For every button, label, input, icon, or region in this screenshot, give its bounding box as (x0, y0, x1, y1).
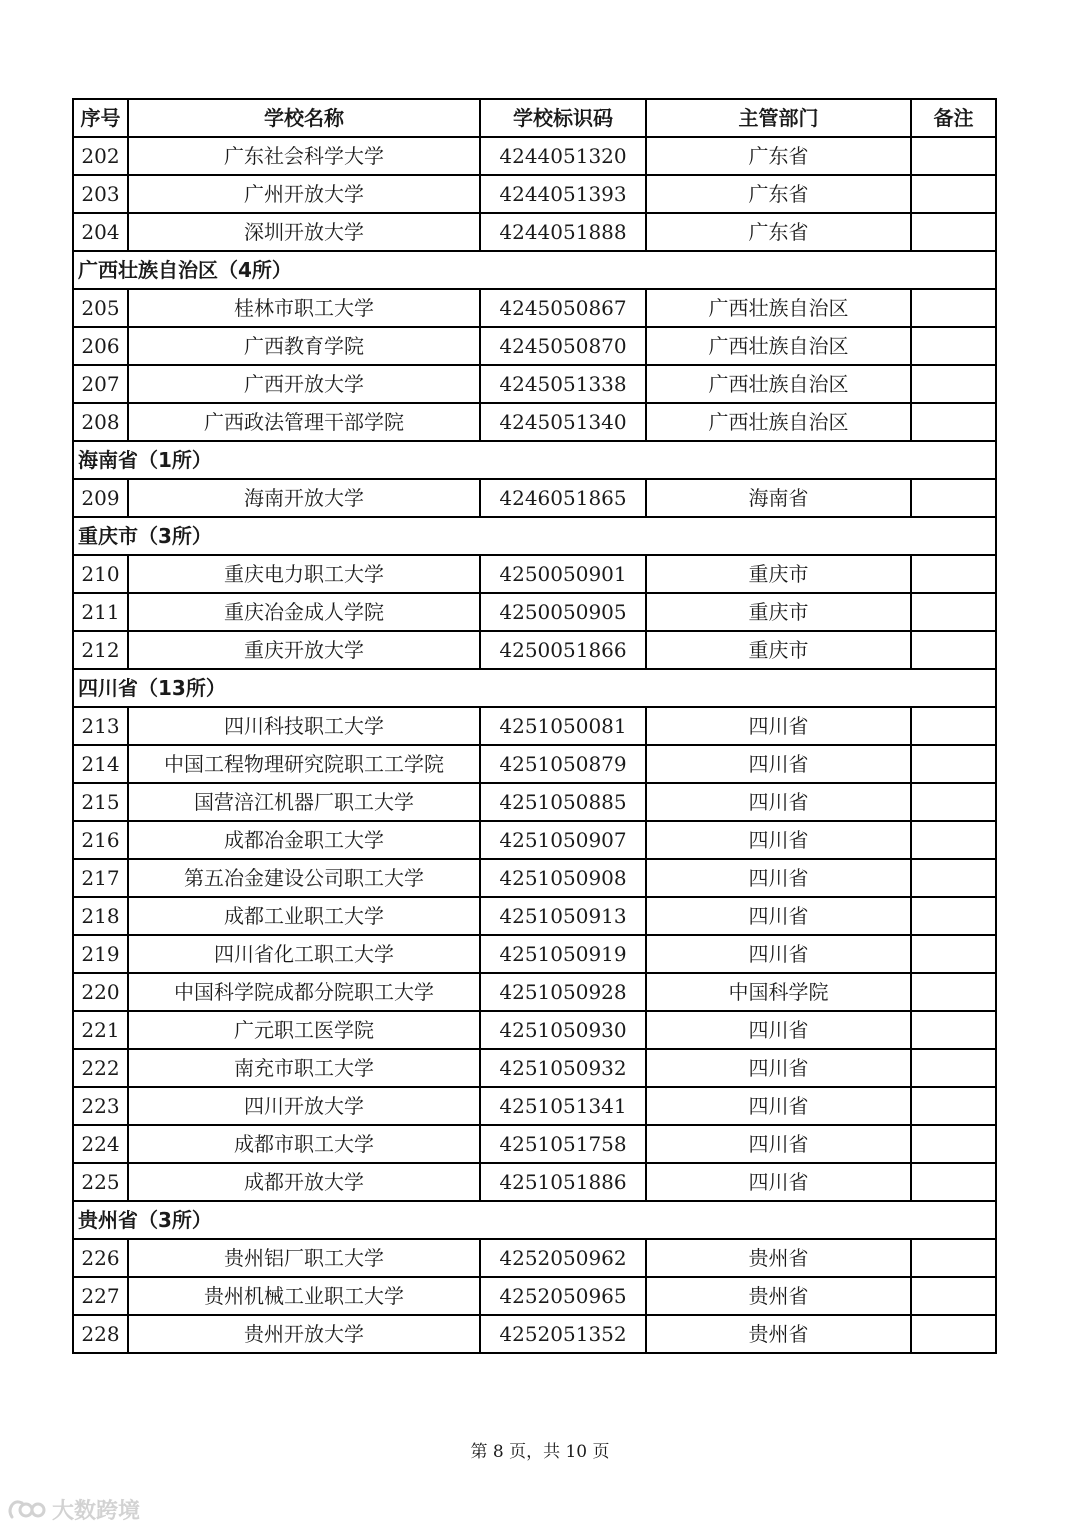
cell-school-name: 重庆电力职工大学 (128, 555, 480, 593)
cell-seq: 228 (73, 1315, 128, 1353)
cell-note (911, 973, 996, 1011)
cell-note (911, 555, 996, 593)
cell-note (911, 593, 996, 631)
table-row (73, 821, 996, 859)
cell-school-name: 贵州机械工业职工大学 (128, 1277, 480, 1315)
cell-seq: 226 (73, 1239, 128, 1277)
cell-seq: 211 (73, 593, 128, 631)
cell-note (911, 137, 996, 175)
cell-department: 四川省 (646, 1087, 911, 1125)
cell-seq: 207 (73, 365, 128, 403)
cell-school-code: 4251050081 (480, 707, 646, 745)
table-row (73, 745, 996, 783)
cell-department: 重庆市 (646, 631, 911, 669)
cell-school-code: 4246051865 (480, 479, 646, 517)
cell-seq: 209 (73, 479, 128, 517)
cell-school-code: 4244051888 (480, 213, 646, 251)
cell-school-code: 4251050908 (480, 859, 646, 897)
table-row (73, 1277, 996, 1315)
cell-seq: 202 (73, 137, 128, 175)
table-row (73, 1163, 996, 1201)
cell-school-name: 重庆开放大学 (128, 631, 480, 669)
cell-department: 四川省 (646, 745, 911, 783)
cell-department: 四川省 (646, 897, 911, 935)
cell-note (911, 479, 996, 517)
cell-school-name: 国营涪江机器厂职工大学 (128, 783, 480, 821)
cell-school-code: 4250051866 (480, 631, 646, 669)
cell-seq: 216 (73, 821, 128, 859)
cell-school-code: 4251050932 (480, 1049, 646, 1087)
table-row (73, 289, 996, 327)
cell-school-code: 4245050870 (480, 327, 646, 365)
cell-school-code: 4251050913 (480, 897, 646, 935)
cell-seq: 205 (73, 289, 128, 327)
cell-note (911, 631, 996, 669)
cell-seq: 221 (73, 1011, 128, 1049)
cell-school-name: 桂林市职工大学 (128, 289, 480, 327)
cell-note (911, 365, 996, 403)
cell-seq: 215 (73, 783, 128, 821)
cell-school-name: 中国科学院成都分院职工大学 (128, 973, 480, 1011)
cell-school-name: 广东社会科学大学 (128, 137, 480, 175)
cell-school-name: 四川科技职工大学 (128, 707, 480, 745)
cell-note (911, 1049, 996, 1087)
cell-note (911, 327, 996, 365)
cell-school-code: 4245050867 (480, 289, 646, 327)
cell-seq: 214 (73, 745, 128, 783)
cell-school-code: 4244051320 (480, 137, 646, 175)
cell-seq: 222 (73, 1049, 128, 1087)
cell-school-name: 第五冶金建设公司职工大学 (128, 859, 480, 897)
section-header-row (73, 517, 996, 555)
cell-department: 四川省 (646, 1125, 911, 1163)
table-row (73, 175, 996, 213)
cell-note (911, 897, 996, 935)
cell-school-code: 4245051338 (480, 365, 646, 403)
table-row (73, 631, 996, 669)
section-title: 海南省（1所） (73, 441, 996, 479)
cell-department: 贵州省 (646, 1315, 911, 1353)
cell-school-code: 4251051341 (480, 1087, 646, 1125)
cell-note (911, 1087, 996, 1125)
header-department: 主管部门 (646, 99, 911, 137)
cell-seq: 223 (73, 1087, 128, 1125)
cell-school-name: 海南开放大学 (128, 479, 480, 517)
cell-department: 四川省 (646, 821, 911, 859)
table-row (73, 897, 996, 935)
table-row (73, 859, 996, 897)
header-school-name: 学校名称 (128, 99, 480, 137)
cell-department: 广东省 (646, 137, 911, 175)
cell-school-code: 4251050930 (480, 1011, 646, 1049)
cell-school-name: 重庆冶金成人学院 (128, 593, 480, 631)
cell-department: 海南省 (646, 479, 911, 517)
table-row (73, 327, 996, 365)
cell-department: 贵州省 (646, 1277, 911, 1315)
cell-school-name: 成都冶金职工大学 (128, 821, 480, 859)
cell-school-name: 成都工业职工大学 (128, 897, 480, 935)
cell-school-code: 4245051340 (480, 403, 646, 441)
cell-department: 四川省 (646, 1011, 911, 1049)
cell-school-name: 广州开放大学 (128, 175, 480, 213)
cell-note (911, 783, 996, 821)
cell-note (911, 745, 996, 783)
cell-note (911, 403, 996, 441)
cell-seq: 208 (73, 403, 128, 441)
cell-seq: 225 (73, 1163, 128, 1201)
cell-department: 广西壮族自治区 (646, 365, 911, 403)
brand-logo-icon (6, 1497, 46, 1523)
cell-note (911, 821, 996, 859)
table-body (73, 137, 996, 1353)
cell-school-code: 4251051758 (480, 1125, 646, 1163)
cell-note (911, 1011, 996, 1049)
cell-school-code: 4251050907 (480, 821, 646, 859)
table-row (73, 973, 996, 1011)
cell-department: 四川省 (646, 783, 911, 821)
cell-department: 重庆市 (646, 555, 911, 593)
cell-school-code: 4252051352 (480, 1315, 646, 1353)
table-row (73, 1011, 996, 1049)
school-list-table (72, 98, 997, 1354)
cell-school-name: 深圳开放大学 (128, 213, 480, 251)
cell-department: 贵州省 (646, 1239, 911, 1277)
cell-note (911, 935, 996, 973)
cell-school-code: 4252050965 (480, 1277, 646, 1315)
section-title: 重庆市（3所） (73, 517, 996, 555)
cell-note (911, 1125, 996, 1163)
table-row (73, 479, 996, 517)
table-row (73, 935, 996, 973)
cell-department: 广东省 (646, 213, 911, 251)
table-row (73, 1125, 996, 1163)
cell-note (911, 707, 996, 745)
table-header-row (73, 99, 996, 137)
cell-note (911, 1315, 996, 1353)
cell-department: 重庆市 (646, 593, 911, 631)
cell-school-name: 贵州铝厂职工大学 (128, 1239, 480, 1277)
table-row (73, 1315, 996, 1353)
cell-seq: 220 (73, 973, 128, 1011)
cell-school-name: 中国工程物理研究院职工工学院 (128, 745, 480, 783)
cell-school-name: 四川开放大学 (128, 1087, 480, 1125)
cell-school-name: 成都开放大学 (128, 1163, 480, 1201)
table-row (73, 555, 996, 593)
header-seq: 序号 (73, 99, 128, 137)
table-row (73, 403, 996, 441)
table-row (73, 783, 996, 821)
header-school-code: 学校标识码 (480, 99, 646, 137)
table-row (73, 1049, 996, 1087)
cell-seq: 204 (73, 213, 128, 251)
watermark (6, 1494, 140, 1525)
section-header-row (73, 1201, 996, 1239)
cell-department: 广东省 (646, 175, 911, 213)
cell-school-name: 广西开放大学 (128, 365, 480, 403)
cell-school-code: 4252050962 (480, 1239, 646, 1277)
cell-department: 四川省 (646, 859, 911, 897)
section-title: 贵州省（3所） (73, 1201, 996, 1239)
cell-school-code: 4244051393 (480, 175, 646, 213)
cell-seq: 206 (73, 327, 128, 365)
cell-department: 广西壮族自治区 (646, 327, 911, 365)
cell-school-code: 4250050905 (480, 593, 646, 631)
section-title: 广西壮族自治区（4所） (73, 251, 996, 289)
table-row (73, 213, 996, 251)
table-row (73, 365, 996, 403)
cell-school-code: 4251051886 (480, 1163, 646, 1201)
cell-note (911, 175, 996, 213)
cell-school-name: 成都市职工大学 (128, 1125, 480, 1163)
cell-school-code: 4251050928 (480, 973, 646, 1011)
cell-department: 广西壮族自治区 (646, 403, 911, 441)
section-header-row (73, 669, 996, 707)
cell-note (911, 289, 996, 327)
cell-school-name: 广西政法管理干部学院 (128, 403, 480, 441)
table-row (73, 1239, 996, 1277)
cell-seq: 203 (73, 175, 128, 213)
cell-department: 四川省 (646, 935, 911, 973)
table-row (73, 707, 996, 745)
cell-school-name: 广西教育学院 (128, 327, 480, 365)
cell-school-name: 贵州开放大学 (128, 1315, 480, 1353)
cell-school-code: 4251050919 (480, 935, 646, 973)
cell-seq: 219 (73, 935, 128, 973)
cell-school-name: 南充市职工大学 (128, 1049, 480, 1087)
section-header-row (73, 441, 996, 479)
cell-seq: 213 (73, 707, 128, 745)
cell-school-name: 四川省化工职工大学 (128, 935, 480, 973)
cell-department: 四川省 (646, 707, 911, 745)
cell-department: 中国科学院 (646, 973, 911, 1011)
cell-seq: 224 (73, 1125, 128, 1163)
cell-school-name: 广元职工医学院 (128, 1011, 480, 1049)
page-number: 第 8 页，共 10 页 (470, 1442, 610, 1462)
cell-school-code: 4251050885 (480, 783, 646, 821)
table-row (73, 137, 996, 175)
cell-note (911, 213, 996, 251)
section-header-row (73, 251, 996, 289)
cell-seq: 227 (73, 1277, 128, 1315)
cell-seq: 212 (73, 631, 128, 669)
cell-school-code: 4250050901 (480, 555, 646, 593)
cell-seq: 218 (73, 897, 128, 935)
cell-department: 四川省 (646, 1049, 911, 1087)
watermark-text: 大数跨境 (52, 1499, 141, 1524)
cell-note (911, 1163, 996, 1201)
cell-note (911, 859, 996, 897)
cell-seq: 217 (73, 859, 128, 897)
cell-school-code: 4251050879 (480, 745, 646, 783)
cell-department: 四川省 (646, 1163, 911, 1201)
table-row (73, 593, 996, 631)
cell-note (911, 1277, 996, 1315)
cell-department: 广西壮族自治区 (646, 289, 911, 327)
section-title: 四川省（13所） (73, 669, 996, 707)
header-note: 备注 (911, 99, 996, 137)
cell-note (911, 1239, 996, 1277)
table-row (73, 1087, 996, 1125)
cell-seq: 210 (73, 555, 128, 593)
